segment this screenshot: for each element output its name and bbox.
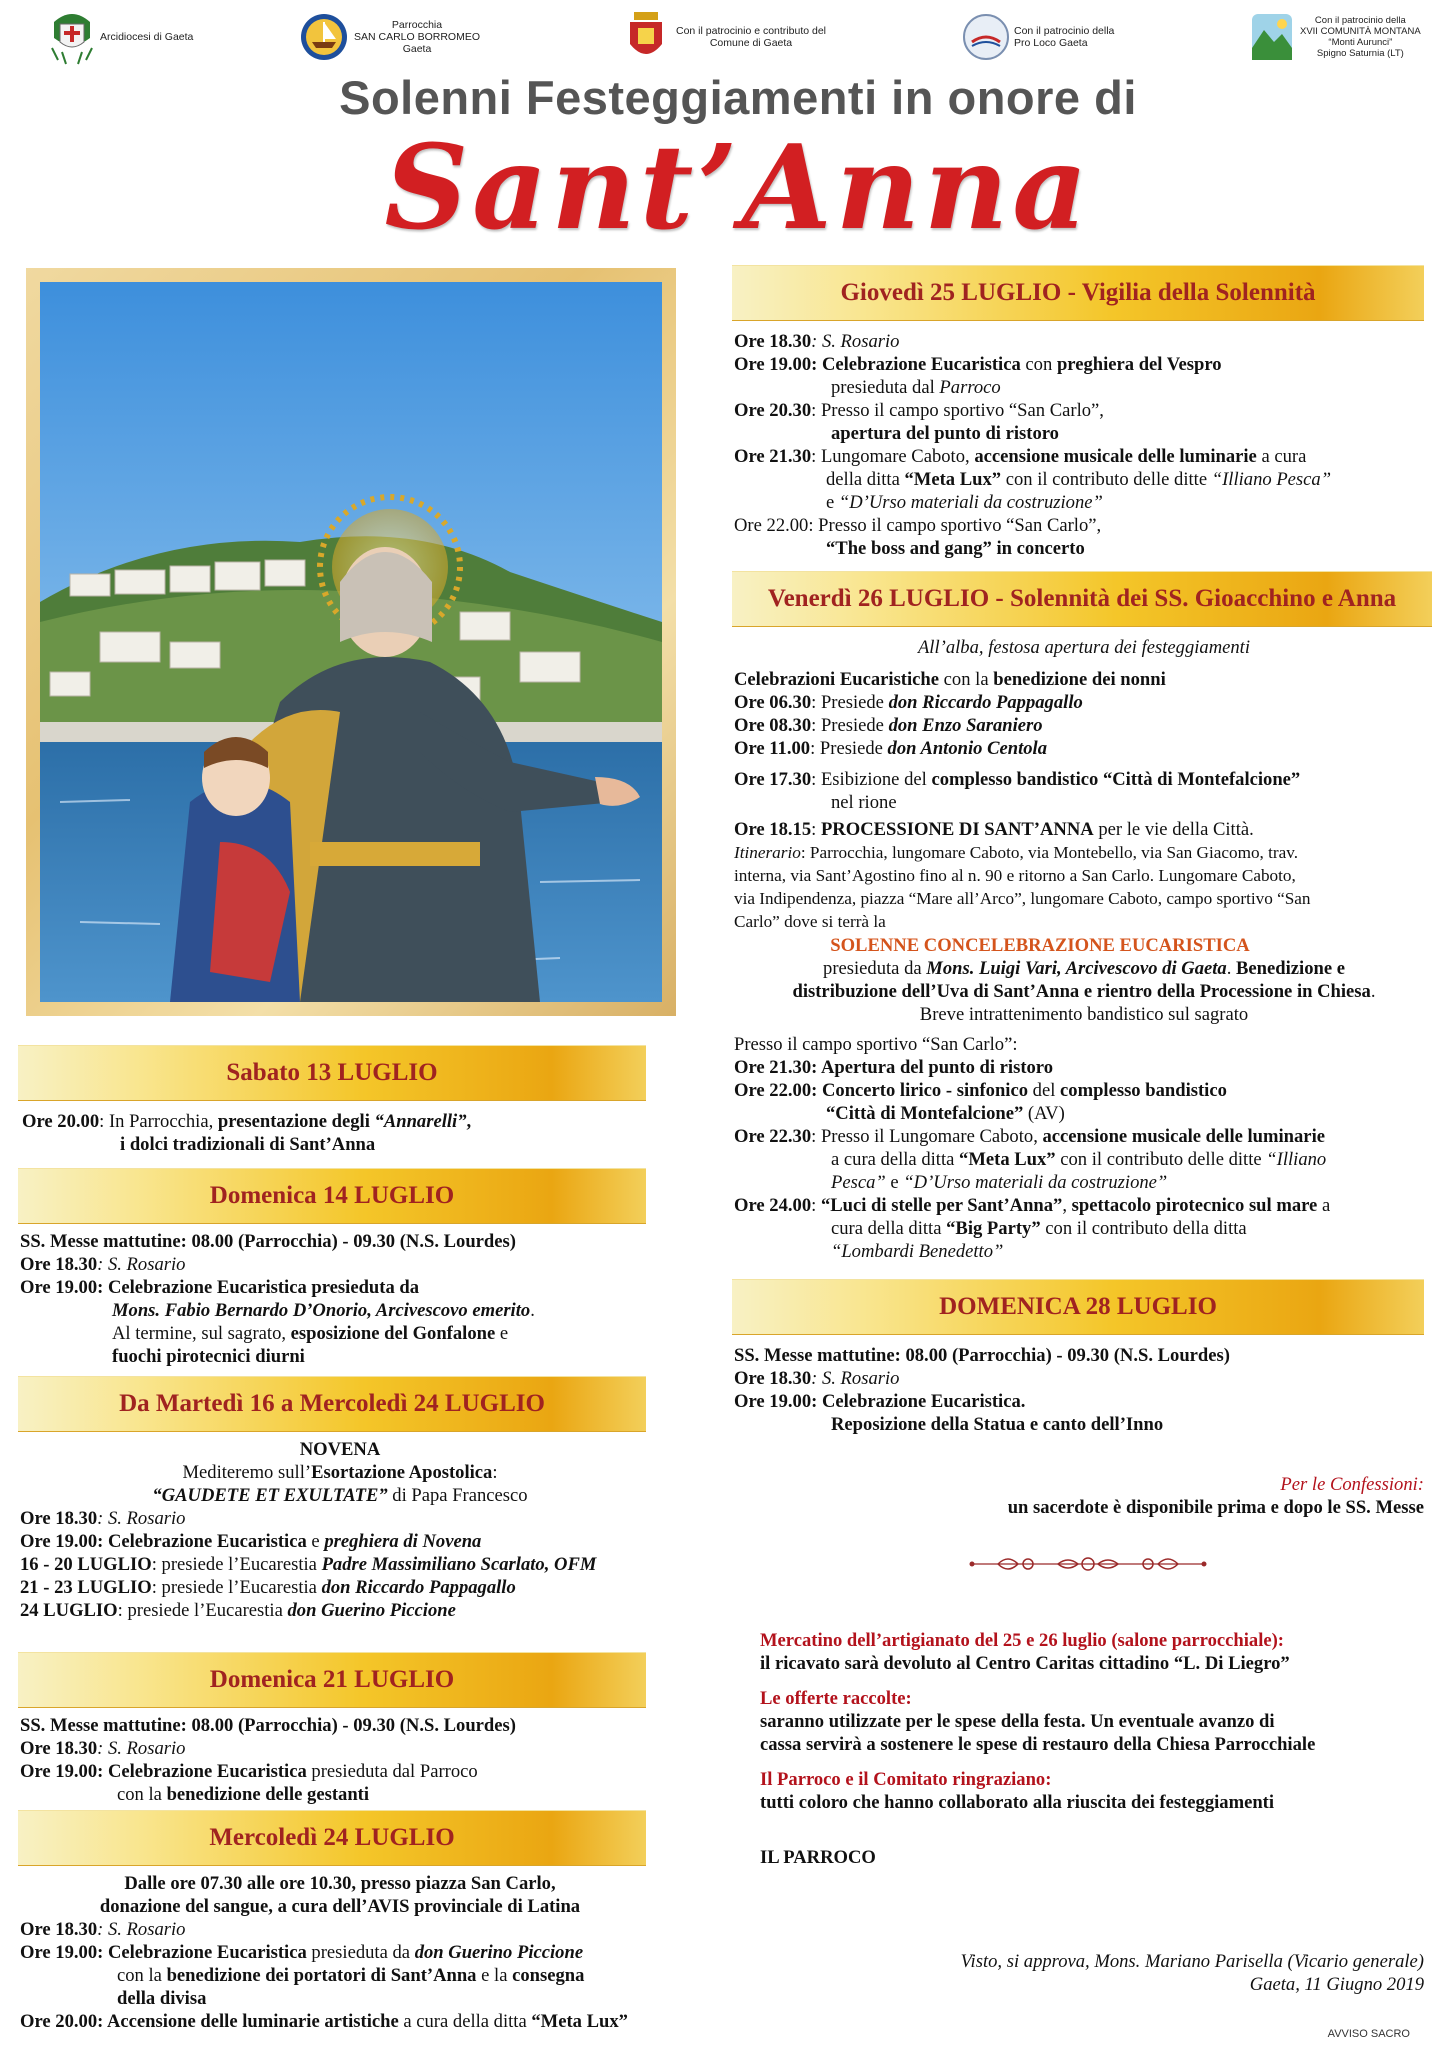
sponsor-parrocchia — [300, 4, 480, 70]
sponsor-text-line: Con il patrocinio e contributo del — [676, 25, 827, 37]
text-span: 24 LUGLIO — [20, 1600, 118, 1621]
text-span: della ditta — [826, 469, 905, 490]
text-span: : S. Rosario — [97, 1508, 186, 1529]
text-span: : Celebrazione Eucaristica — [811, 354, 1021, 375]
text-span: con — [1020, 354, 1057, 375]
section-novena — [20, 1438, 700, 1622]
mer24-line-2: donazione del sangue, a cura dell’AVIS provinciale di Latina — [99, 1896, 581, 1917]
il-parroco: IL PARROCO — [760, 1847, 876, 1868]
time-label: Ore 18.30 — [20, 1919, 98, 1940]
text-span: : Presso il campo sportivo “San Carlo”, — [811, 400, 1104, 421]
text-span: a cura della ditta — [831, 1149, 960, 1170]
mountain-logo-icon — [1248, 8, 1296, 66]
text-span: Padre Massimiliano Scarlato, OFM — [321, 1554, 597, 1575]
confessioni-text: un sacerdote è disponibile prima e dopo le SS. Messe — [1007, 1497, 1424, 1518]
text-span: Itinerario — [734, 843, 801, 862]
time-label: Ore 19.00 — [20, 1531, 98, 1552]
text-span: Esortazione Apostolica — [311, 1462, 493, 1483]
dom28-line-3 — [734, 1390, 1434, 1413]
mer24-line-7 — [20, 2010, 740, 2033]
text-span: : Presiede — [811, 692, 889, 713]
sponsor-text-line: Arcidiocesi di Gaeta — [100, 31, 194, 43]
text-span: accensione musicale delle luminarie — [974, 446, 1257, 467]
text-span: “Meta Lux” — [959, 1149, 1056, 1170]
presieduta-line — [734, 957, 1434, 980]
ven26-line-5 — [734, 768, 1434, 791]
text-span: con la — [117, 1965, 167, 1986]
sponsor-text-line: SAN CARLO BORROMEO — [354, 31, 481, 43]
text-span: : — [811, 1195, 821, 1216]
text-span: Mediteremo sull’ — [182, 1462, 312, 1483]
text-span: : Celebrazione Eucaristica — [97, 1942, 307, 1963]
text-span: preghiera di Novena — [324, 1531, 482, 1552]
sponsor-parrocchia-text — [354, 19, 480, 55]
text-span: e la — [476, 1965, 513, 1986]
page-title: Sant’Anna — [384, 120, 1092, 256]
text-span: a — [1317, 1195, 1331, 1216]
text-span: Pesca” — [831, 1172, 886, 1193]
text-span: : presiede l’Eucarestia — [151, 1577, 322, 1598]
time-label: Ore 19.00 — [20, 1942, 98, 1963]
text-span: Parroco — [939, 377, 1001, 398]
ven26-line-1 — [734, 668, 1434, 691]
mercatino-title: Mercatino dell’artigianato del 25 e 26 luglio (salone parrocchiale): — [760, 1630, 1284, 1651]
coat-of-arms-icon — [48, 8, 96, 66]
gio25-line-8 — [734, 491, 1434, 514]
sponsor-text-line: Spigno Saturnia (LT) — [1316, 48, 1404, 59]
text-span: don Riccardo Pappagallo — [888, 692, 1083, 713]
section-venerdi-26 — [734, 636, 1434, 1263]
sponsor-text-line: Pro Loco Gaeta — [1014, 37, 1088, 49]
text-span: “Annarelli” — [374, 1111, 467, 1132]
time-label: Ore 20.00 — [20, 2011, 98, 2032]
time-label: Ore 18.30 — [734, 331, 812, 352]
offerte-text-1: saranno utilizzate per le spese della festa. Un eventuale avanzo di — [760, 1711, 1275, 1732]
text-span: e — [495, 1323, 509, 1344]
text-span: Mons. Luigi Vari, Arcivescovo di Gaeta — [926, 958, 1227, 979]
time-label: Ore 08.30 — [734, 715, 812, 736]
time-label: Ore 11.00 — [734, 738, 811, 759]
time-label: Ore 21.30 — [734, 1057, 812, 1078]
text-span: , — [466, 1111, 472, 1132]
novena-line-1 — [20, 1461, 660, 1484]
sponsor-text-line: Con il patrocinio della — [1314, 15, 1406, 26]
text-span: : In Parrocchia, — [99, 1111, 218, 1132]
text-span: don Antonio Centola — [887, 738, 1048, 759]
banner-domenica-21: Domenica 21 LUGLIO — [18, 1652, 646, 1708]
text-span: Celebrazioni Eucaristiche — [734, 669, 940, 690]
text-span: : S. Rosario — [811, 331, 900, 352]
parish-logo-icon — [300, 8, 348, 66]
section-sabato-13 — [22, 1110, 662, 1156]
section-domenica-14 — [20, 1230, 660, 1368]
novena-line-4 — [20, 1530, 700, 1553]
evening-line-5 — [734, 1148, 1434, 1171]
time-label: Ore 19.00 — [734, 1391, 812, 1412]
text-span: per le vie della Città. — [1093, 819, 1254, 840]
text-span: . — [530, 1300, 535, 1321]
sabato-line-1 — [22, 1110, 662, 1133]
sponsor-text-line: “Monti Aurunci” — [1328, 37, 1393, 48]
text-span: : S. Rosario — [97, 1919, 186, 1940]
text-span: complesso bandistico “Città di Montefalcione” — [931, 769, 1301, 790]
mer24-line-1: Dalle ore 07.30 alle ore 10.30, presso piazza San Carlo, — [124, 1873, 556, 1894]
text-span: “Illiano — [1266, 1149, 1327, 1170]
evening-line-1 — [734, 1056, 1434, 1079]
gio25-line-9 — [734, 514, 1434, 537]
text-span: PROCESSIONE DI SANT’ANNA — [820, 819, 1094, 840]
city-crest-icon — [622, 8, 670, 66]
banner-novena: Da Martedì 16 a Mercoledì 24 LUGLIO — [18, 1376, 646, 1432]
novena-line-5 — [20, 1553, 700, 1576]
dom14-line-6: fuochi pirotecnici diurni — [112, 1346, 305, 1367]
time-label: Ore 18.15 — [734, 819, 812, 840]
evening-line-8 — [734, 1217, 1434, 1240]
gio25-line-6 — [734, 445, 1434, 468]
text-span: “Meta Lux” — [531, 2011, 628, 2032]
text-span: di Papa Francesco — [387, 1485, 528, 1506]
gio25-line-10: “The boss and gang” in concerto — [826, 538, 1085, 559]
time-label: Ore 06.30 — [734, 692, 812, 713]
banner-domenica-14: Domenica 14 LUGLIO — [18, 1168, 646, 1224]
banner-giovedi-25: Giovedì 25 LUGLIO - Vigilia della Solennità — [732, 265, 1424, 321]
text-span: : presiede l’Eucarestia — [151, 1554, 322, 1575]
mer24-line-3 — [20, 1918, 740, 1941]
text-span: (AV) — [1023, 1103, 1065, 1124]
ven26-line-6: nel rione — [831, 792, 897, 813]
mer24-line-5 — [20, 1964, 740, 1987]
sponsor-arcidiocesi — [48, 4, 193, 70]
text-span: consegna — [512, 1965, 585, 1986]
text-span: : Celebrazione Eucaristica. — [811, 1391, 1026, 1412]
dom28-line-4: Reposizione della Statua e canto dell’Inno — [831, 1414, 1164, 1435]
ornament-divider-icon — [968, 1552, 1208, 1576]
text-span: e — [306, 1531, 325, 1552]
text-span: “D’Urso materiali da costruzione” — [903, 1172, 1168, 1193]
gio25-line-7 — [734, 468, 1434, 491]
time-label: Ore 18.30 — [734, 1368, 812, 1389]
sponsor-proloco-text — [1014, 25, 1114, 49]
text-span: distribuzione dell’Uva di Sant’Anna e rientro della Processione in Chiesa — [792, 981, 1371, 1002]
time-label: Ore 19.00 — [20, 1761, 98, 1782]
text-span: cura della ditta — [831, 1218, 947, 1239]
text-span: “Meta Lux” — [904, 469, 1002, 490]
text-span: 16 - 20 LUGLIO — [20, 1554, 152, 1575]
text-span: : Presso il Lungomare Caboto, — [811, 1126, 1043, 1147]
gio25-line-5: apertura del punto di ristoro — [831, 423, 1059, 444]
ven26-line-2 — [734, 691, 1434, 714]
text-span: : Presiede — [810, 738, 888, 759]
text-span: don Enzo Saraniero — [888, 715, 1043, 736]
time-label: Ore 19.00 — [20, 1277, 98, 1298]
dom21-line-4 — [20, 1783, 660, 1806]
text-span: : Celebrazione Eucaristica — [97, 1761, 307, 1782]
text-span: : Esibizione del — [811, 769, 932, 790]
dom21-line-3 — [20, 1760, 660, 1783]
text-span: del — [1028, 1080, 1061, 1101]
text-span: “Illiano Pesca” — [1211, 469, 1332, 490]
text-span: e — [885, 1172, 904, 1193]
sabato-line-2: i dolci tradizionali di Sant’Anna — [120, 1134, 376, 1155]
dom14-line-3 — [20, 1276, 660, 1299]
itinerary-line-3: via Indipendenza, piazza “Mare all’Arco”, lungomare Caboto, campo sportivo “San — [734, 889, 1311, 908]
text-span: benedizione delle gestanti — [166, 1784, 370, 1805]
sponsor-comunita-montana — [1248, 4, 1421, 70]
gio25-line-1 — [734, 330, 1434, 353]
text-span: benedizione dei nonni — [993, 669, 1166, 690]
text-span: “Big Party” — [946, 1218, 1041, 1239]
banner-venerdi-26: Venerdì 26 LUGLIO - Solennità dei SS. Gioacchino e Anna — [732, 571, 1432, 627]
itinerary-line-2: interna, via Sant’Agostino fino al n. 90 e ritorno a San Carlo. Lungomare Caboto, — [734, 866, 1296, 885]
text-span: : Presiede — [811, 715, 889, 736]
text-span: : — [492, 1462, 498, 1483]
text-span: presieduta dal — [831, 377, 940, 398]
text-span: : presiede l’Eucarestia — [117, 1600, 288, 1621]
offerte-text-2: cassa servirà a sostenere le spese di restauro della Chiesa Parrocchiale — [760, 1734, 1316, 1755]
text-span: con il contributo delle ditte — [1001, 469, 1212, 490]
visto-line-2: Gaeta, 11 Giugno 2019 — [1249, 1974, 1424, 1995]
visto-note — [734, 1950, 1424, 1996]
novena-heading: NOVENA — [299, 1439, 381, 1460]
dom14-line-4 — [20, 1299, 660, 1322]
offerte-title: Le offerte raccolte: — [760, 1688, 912, 1709]
sponsor-header — [40, 4, 1430, 74]
novena-line-7 — [20, 1599, 700, 1622]
mercatino-text: il ricavato sarà devoluto al Centro Caritas cittadino “L. Di Liegro” — [760, 1653, 1290, 1674]
dom28-line-2 — [734, 1367, 1434, 1390]
time-label: Ore 20.30 — [734, 400, 812, 421]
ven26-line-4 — [734, 737, 1434, 760]
text-span: preghiera del Vespro — [1056, 354, 1222, 375]
evening-line-4 — [734, 1125, 1434, 1148]
evening-line-6 — [734, 1171, 1434, 1194]
sponsor-text-line: Parrocchia — [391, 19, 443, 31]
text-span: : Concerto lirico - sinfonico — [811, 1080, 1029, 1101]
banner-sabato-13: Sabato 13 LUGLIO — [18, 1045, 646, 1101]
section-domenica-21 — [20, 1714, 660, 1806]
text-span: Mons. Fabio Bernardo D’Onorio, Arcivescovo emerito — [112, 1300, 531, 1321]
pro-loco-logo-icon — [962, 8, 1010, 66]
text-span: : — [811, 819, 821, 840]
mer24-line-4 — [20, 1941, 740, 1964]
novena-line-3 — [20, 1507, 700, 1530]
novena-line-6 — [20, 1576, 700, 1599]
ringraziamenti-text: tutti coloro che hanno collaborato alla riuscita dei festeggiamenti — [760, 1792, 1275, 1813]
time-label: Ore 24.00 — [734, 1195, 812, 1216]
text-span: con la — [939, 669, 994, 690]
text-span: con il contributo delle ditte — [1055, 1149, 1267, 1170]
text-span: a cura — [1256, 446, 1307, 467]
time-label: Ore 20.00 — [22, 1111, 100, 1132]
breve-line: Breve intrattenimento bandistico sul sagrato — [919, 1004, 1249, 1025]
text-span: complesso bandistico — [1060, 1080, 1227, 1101]
itinerary-line-1 — [734, 841, 1434, 864]
dom28-line-1: SS. Messe mattutine: 08.00 (Parrocchia) - 09.30 (N.S. Lourdes) — [734, 1345, 1230, 1366]
text-span: don Guerino Piccione — [287, 1600, 456, 1621]
text-span: esposizione del Gonfalone — [290, 1323, 496, 1344]
gio25-line-2 — [734, 353, 1434, 376]
time-label: Ore 18.30 — [20, 1508, 98, 1529]
sponsor-text-line: XVII COMUNITÀ MONTANA — [1300, 26, 1421, 37]
gio25-line-4 — [734, 399, 1434, 422]
sponsor-comune — [622, 4, 826, 70]
text-span: benedizione dei portatori di Sant’Anna — [166, 1965, 477, 1986]
text-span: . — [1370, 981, 1376, 1002]
time-label: Ore 22.00 — [734, 515, 809, 536]
sponsor-comunita-text — [1300, 15, 1421, 59]
time-label: Ore 18.30 — [20, 1254, 98, 1275]
section-mercoledi-24 — [20, 1872, 740, 2033]
text-span: 21 - 23 LUGLIO — [20, 1577, 152, 1598]
ven26-alba: All’alba, festosa apertura dei festeggiamenti — [917, 637, 1251, 658]
banner-mercoledi-24: Mercoledì 24 LUGLIO — [18, 1810, 646, 1866]
evening-line-2 — [734, 1079, 1434, 1102]
text-span: , — [1062, 1195, 1072, 1216]
avviso-sacro-label: AVVISO SACRO — [1327, 2028, 1410, 2040]
text-span: con la — [117, 1784, 167, 1805]
visto-line-1: Visto, si approva, Mons. Mariano Parisella (Vicario generale) — [960, 1951, 1424, 1972]
gio25-line-3 — [734, 376, 1434, 399]
text-span: presieduta da — [306, 1942, 415, 1963]
statue-photo-frame — [26, 268, 676, 1016]
distribuzione-line — [734, 980, 1434, 1003]
dom21-line-1: SS. Messe mattutine: 08.00 (Parrocchia) - 09.30 (N.S. Lourdes) — [20, 1715, 516, 1736]
solenne-concelebrazione: SOLENNE CONCELEBRAZIONE EUCARISTICA — [830, 935, 1250, 956]
time-label: Ore 21.30 — [734, 446, 812, 467]
itinerary-line-4: Carlo” dove si terrà la — [734, 912, 886, 931]
text-span: : S. Rosario — [97, 1254, 186, 1275]
text-span: “Luci di stelle per Sant’Anna” — [820, 1195, 1063, 1216]
text-span: : S. Rosario — [811, 1368, 900, 1389]
section-domenica-28 — [734, 1344, 1434, 1436]
text-span: : Accensione delle luminarie artistiche — [97, 2011, 399, 2032]
text-span: : Celebrazione Eucaristica — [97, 1531, 307, 1552]
text-span: “GAUDETE ET EXULTATE” — [152, 1485, 388, 1506]
time-label: Ore 18.30 — [20, 1738, 98, 1759]
sponsor-arcidiocesi-text — [100, 31, 193, 43]
text-span: accensione musicale delle luminarie — [1042, 1126, 1325, 1147]
sponsor-proloco — [962, 4, 1114, 70]
sponsor-text-line: Comune di Gaeta — [709, 37, 793, 49]
presso-line: Presso il campo sportivo “San Carlo”: — [734, 1034, 1018, 1055]
text-span: . — [1226, 958, 1237, 979]
dom14-line-1: SS. Messe mattutine: 08.00 (Parrocchia) - 09.30 (N.S. Lourdes) — [20, 1231, 516, 1252]
text-span: : Apertura del punto di ristoro — [811, 1057, 1054, 1078]
text-span: presieduta da — [823, 958, 927, 979]
dom14-line-2 — [20, 1253, 660, 1276]
mer24-line-6: della divisa — [117, 1988, 207, 2009]
ringraziamenti-title: Il Parroco e il Comitato ringraziano: — [760, 1769, 1052, 1790]
time-label: Ore 17.30 — [734, 769, 812, 790]
text-span: Al termine, sul sagrato, — [112, 1323, 291, 1344]
text-span: : Parrocchia, lungomare Caboto, via Montebello, via San Giacomo, trav. — [800, 843, 1299, 862]
text-span: : Presso il campo sportivo “San Carlo”, — [808, 515, 1102, 536]
time-label: Ore 22.30 — [734, 1126, 812, 1147]
time-label: Ore 19.00 — [734, 354, 812, 375]
text-span: don Riccardo Pappagallo — [321, 1577, 516, 1598]
confessioni-title: Per le Confessioni: — [1280, 1474, 1424, 1495]
text-span: don Guerino Piccione — [414, 1942, 584, 1963]
text-span: “D’Urso materiali da costruzione” — [838, 492, 1103, 513]
text-span: Benedizione e — [1236, 958, 1345, 979]
text-span: : S. Rosario — [97, 1738, 186, 1759]
ven26-line-3 — [734, 714, 1434, 737]
text-span: : Celebrazione Eucaristica presieduta da — [97, 1277, 420, 1298]
text-span: “Città di Montefalcione” — [826, 1103, 1024, 1124]
text-span: presieduta dal Parroco — [306, 1761, 478, 1782]
confessioni-note — [734, 1473, 1424, 1519]
sponsor-comune-text — [676, 25, 826, 49]
text-span: e — [826, 492, 839, 513]
text-span: presentazione degli — [217, 1111, 375, 1132]
section-giovedi-25 — [734, 330, 1434, 560]
statue-photo — [40, 282, 662, 1002]
dom21-line-2 — [20, 1737, 660, 1760]
evening-line-3 — [734, 1102, 1434, 1125]
novena-line-2 — [20, 1484, 660, 1507]
ven26-line-7 — [734, 818, 1434, 841]
dom14-line-5 — [20, 1322, 660, 1345]
evening-line-9: “Lombardi Benedetto” — [831, 1241, 1004, 1262]
sponsor-text-line: Con il patrocinio della — [1014, 25, 1115, 37]
text-span: con il contributo della ditta — [1040, 1218, 1247, 1239]
notes-section — [760, 1629, 1440, 1869]
evening-line-7 — [734, 1194, 1434, 1217]
text-span: a cura della ditta — [398, 2011, 532, 2032]
text-span: : Lungomare Caboto, — [811, 446, 975, 467]
banner-domenica-28: DOMENICA 28 LUGLIO — [732, 1279, 1424, 1335]
sponsor-text-line: Gaeta — [402, 43, 432, 55]
time-label: Ore 22.00 — [734, 1080, 812, 1101]
text-span: spettacolo pirotecnico sul mare — [1071, 1195, 1318, 1216]
title-subtitle: Solenni Festeggiamenti in onore di — [339, 71, 1137, 124]
